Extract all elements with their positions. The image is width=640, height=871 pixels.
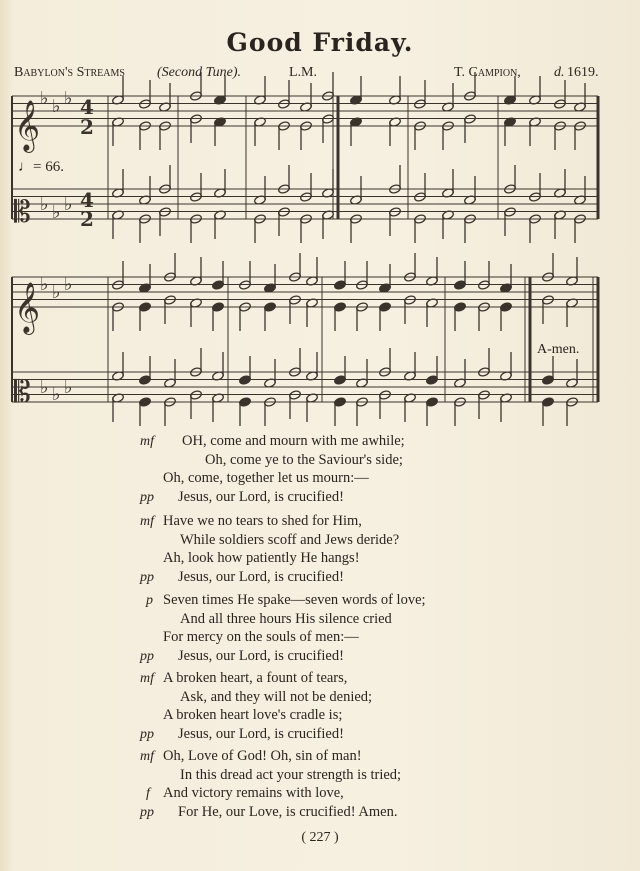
svg-text:♭: ♭ (64, 88, 73, 109)
svg-text:♭: ♭ (40, 274, 49, 295)
verse-line: Have we no tears to shed for Him, (163, 513, 362, 529)
amen-lyric: A-men. (537, 342, 580, 357)
tune-meter: L.M. (289, 65, 317, 80)
svg-text:♭: ♭ (52, 282, 61, 303)
verse-line: Oh, come, together let us mourn:— (163, 470, 369, 487)
tune-variant: (Second Tune). (157, 65, 241, 80)
verse-line: Seven times He spake—seven words of love; (163, 592, 426, 608)
svg-text:♭: ♭ (64, 274, 73, 295)
dynamic-mark: f (146, 786, 150, 802)
clefs (14, 100, 40, 410)
key-signatures (40, 88, 73, 405)
verse-line: Ah, look how patiently He hangs! (163, 550, 360, 567)
verse-line: For He, our Love, is crucified! Amen. (178, 803, 398, 820)
page-title: Good Friday. (226, 28, 414, 57)
metronome-mark: ♩= 66. (18, 159, 64, 175)
tune-died: d. (554, 65, 565, 80)
verse-line: In this dread act your strength is tried; (180, 766, 402, 783)
music-score (0, 0, 640, 430)
staff-lines (12, 96, 598, 402)
verse-line: Jesus, our Lord, is crucified! (178, 647, 344, 664)
tune-composer: T. Campion, (454, 65, 521, 80)
verse-line: For mercy on the souls of men:— (163, 629, 359, 646)
tenor-clef-1: 𝄡 (14, 195, 31, 230)
svg-text:♭: ♭ (40, 377, 49, 398)
verse-line: Jesus, our Lord, is crucified! (178, 725, 344, 742)
svg-text:♭: ♭ (64, 194, 73, 215)
dynamic-mark: pp (140, 648, 154, 664)
verse-line: A broken heart, a fount of tears, (163, 670, 348, 686)
bar-lines (12, 96, 598, 402)
treble-clef-2: 𝄞 (14, 282, 41, 333)
svg-text:2: 2 (80, 115, 94, 139)
dynamic-mark: pp (140, 489, 154, 505)
dynamic-mark: mf (140, 749, 154, 764)
verse-line: Oh, come ye to the Saviour's side; (205, 451, 403, 468)
dynamic-mark: pp (140, 569, 154, 585)
verse-line: Jesus, our Lord, is crucified! (178, 568, 344, 585)
verse-line: Oh, Love of God! Oh, sin of man! (163, 748, 362, 764)
svg-text:2: 2 (80, 207, 94, 231)
verse-line: Jesus, our Lord, is crucified! (178, 488, 344, 505)
notes (112, 72, 587, 426)
svg-text:4: 4 (80, 188, 94, 212)
verse-line: While soldiers scoff and Jews deride? (180, 531, 400, 548)
dynamic-mark: mf (140, 671, 154, 686)
tune-name: Babylon's Streams (14, 65, 125, 80)
tenor-clef-2: 𝄡 (14, 375, 31, 410)
verse-line: A broken heart love's cradle is; (163, 707, 343, 724)
svg-text:♭: ♭ (64, 377, 73, 398)
tune-year: 1619. (567, 65, 599, 80)
verse-line: And victory remains with love, (163, 785, 344, 802)
dynamic-mark: mf (140, 514, 154, 529)
dynamic-mark: mf (140, 434, 154, 449)
verse-line: And all three hours His silence cried (180, 610, 392, 627)
time-signatures (80, 95, 94, 231)
svg-text:♭: ♭ (40, 194, 49, 215)
dynamic-mark: p (146, 593, 153, 608)
svg-text:♭: ♭ (52, 96, 61, 117)
page-number: ( 227 ) (301, 830, 339, 845)
verse-line: OH, come and mourn with me awhile; (182, 433, 405, 449)
treble-clef-1: 𝄞 (14, 100, 41, 151)
verse-line: Ask, and they will not be denied; (180, 688, 373, 705)
svg-text:4: 4 (80, 95, 94, 119)
svg-text:♭: ♭ (52, 202, 61, 223)
dynamic-mark: pp (140, 804, 154, 820)
svg-text:♭: ♭ (40, 88, 49, 109)
dynamic-mark: pp (140, 726, 154, 742)
svg-text:♭: ♭ (52, 384, 61, 405)
